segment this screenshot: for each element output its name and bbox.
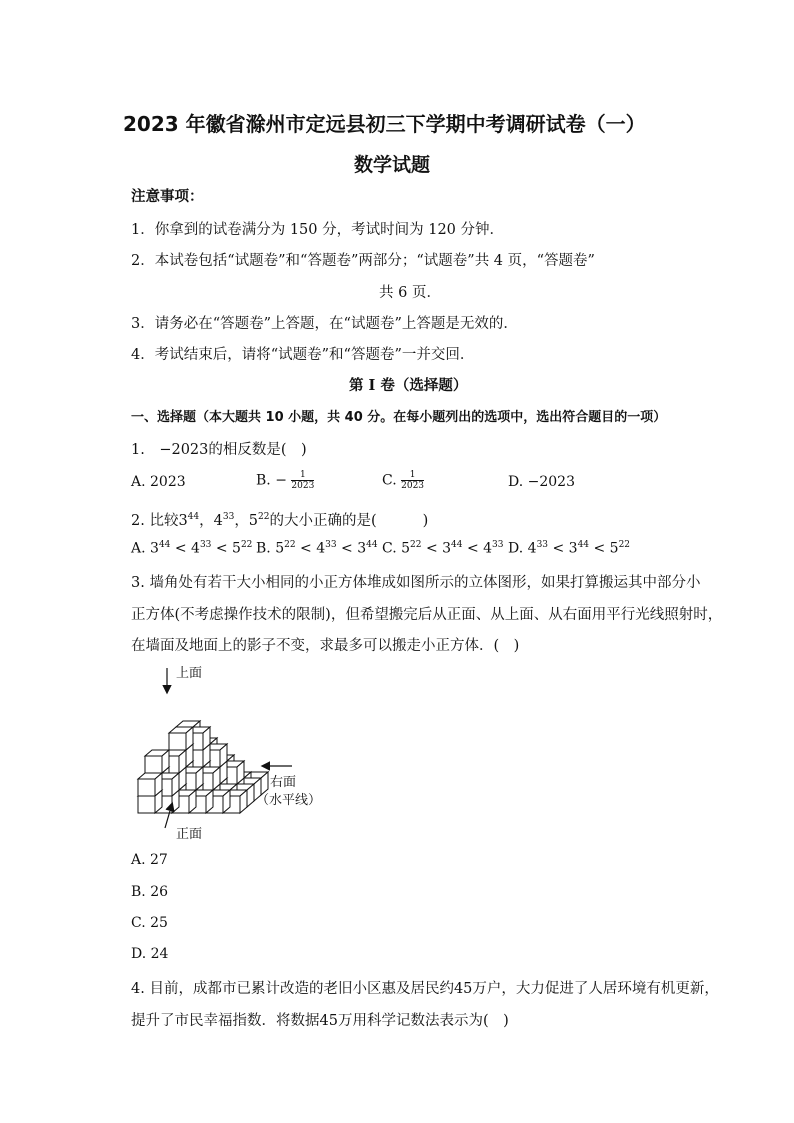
exponent: 44 (366, 540, 378, 550)
exponent: 33 (492, 540, 504, 550)
q1-option-c-fraction (401, 470, 424, 491)
base-term: < 3 (548, 540, 578, 557)
base-term: 5 (275, 540, 285, 557)
front-view-label: 正面 (176, 827, 203, 842)
q2-option-label: A. (131, 540, 151, 557)
base-term: < 5 (211, 540, 241, 557)
q1-option-b-sign: − (275, 472, 287, 489)
q2-option-label: C. (382, 540, 402, 557)
exponent: 22 (618, 540, 631, 550)
q1-stem: 1. −2023的相反数是( ) (131, 442, 307, 458)
notice-item-4: 4．考试结束后，请将“试题卷”和“答题卷”一并交回． (131, 347, 475, 363)
notice-heading: 注意事项： (131, 188, 204, 205)
notice-item-2: 2．本试卷包括“试题卷”和“答题卷”两部分；“试题卷”共 4 页，“答题卷” (131, 253, 595, 269)
base-term: < 3 (421, 540, 452, 557)
q3-option-b: B. 26 (131, 884, 169, 900)
q2-exp3: 22 (258, 512, 270, 523)
q2-stem-c: ) (422, 513, 429, 529)
section-instruction: 一、选择题（本大题共 10 小题，共 40 分。在每小题列出的选项中，选出符合题目的一项） (131, 410, 667, 425)
exponent: 33 (325, 540, 337, 550)
exponent: 22 (410, 540, 422, 550)
exam-subtitle: 数学试题 (354, 154, 431, 176)
q2-option-c (382, 540, 504, 557)
q1-option-d: D. −2023 (508, 474, 575, 490)
base-term: < 4 (295, 540, 326, 557)
section-title: 第 I 卷（选择题） (349, 377, 468, 394)
base-term: < 5 (589, 540, 619, 557)
cube-stack-drawing (120, 656, 350, 846)
exponent: 44 (158, 540, 171, 550)
q3-line-3: 在墙面及地面上的影子不变，求最多可以搬走小正方体．( ) (131, 638, 520, 654)
q4-line-1: 4. 目前，成都市已累计改造的老旧小区惠及居民约45万户，大力促进了人居环境有机更新， (131, 981, 719, 997)
exam-title: 2023 年徽省滁州市定远县初三下学期中考调研试卷（一） (123, 112, 646, 136)
q1-c-numerator: 1 (401, 470, 424, 481)
q1-option-b-label: B. (256, 472, 271, 489)
q3-cube-figure (120, 656, 350, 846)
q2-exp1: 44 (187, 512, 200, 523)
right-view-label: 右面 (270, 775, 297, 790)
unit-cube (169, 727, 193, 750)
exponent: 33 (199, 540, 212, 550)
top-view-label: 上面 (176, 666, 203, 681)
exponent: 44 (577, 540, 590, 550)
q2-stem-b: 的大小正确的是( (269, 513, 377, 529)
q3-option-d: D. 24 (131, 946, 169, 962)
notice-item-1: 1．你拿到的试卷满分为 150 分，考试时间为 120 分钟． (131, 222, 505, 238)
q1-option-a: A. 2023 (131, 474, 186, 490)
unit-cube (145, 750, 169, 773)
q2-stem (131, 509, 428, 530)
base-term: 5 (401, 540, 411, 557)
exponent: 22 (284, 540, 296, 550)
exponent: 33 (536, 540, 549, 550)
q3-line-2: 正方体(不考虑操作技术的限制)，但希望搬完后从正面、从上面、从右面用平行光线照射时， (131, 607, 723, 623)
q2-stem-a: 2. 比较3 (131, 513, 188, 529)
q2-option-a (131, 540, 252, 557)
base-term: 4 (527, 540, 537, 557)
q2-option-label: B. (256, 540, 276, 557)
q2-option-d (508, 540, 630, 557)
base-term: < 4 (170, 540, 200, 557)
exponent: 22 (240, 540, 253, 550)
q3-option-c: C. 25 (131, 915, 168, 931)
exponent: 44 (451, 540, 463, 550)
right-view-sublabel: （水平线） (256, 793, 322, 808)
q1-option-c-label: C. (382, 472, 397, 489)
unit-cube (138, 773, 162, 796)
q2-option-b (256, 540, 378, 557)
q4-line-2: 提升了市民幸福指数．将数据45万用科学记数法表示为( ) (131, 1013, 509, 1029)
q1-option-b-fraction (291, 470, 314, 491)
q1-c-denominator: 2023 (401, 481, 425, 491)
q3-option-a: A. 27 (131, 852, 168, 868)
q2-exp2: 33 (222, 512, 235, 523)
q2-sep2: ，5 (234, 513, 259, 529)
q3-line-1: 3. 墙角处有若干大小相同的小正方体堆成如图所示的立体图形，如果打算搬运其中部分小 (131, 575, 701, 591)
base-term: 3 (150, 540, 159, 557)
q2-sep1: ，4 (199, 513, 223, 529)
q1-b-denominator: 2023 (291, 481, 315, 491)
q1-option-b (256, 470, 314, 491)
q2-option-label: D. (508, 540, 528, 557)
q1-b-numerator: 1 (291, 470, 314, 481)
base-term: < 4 (462, 540, 493, 557)
q1-option-c (382, 470, 424, 491)
notice-item-2-cont: 共 6 页． (379, 285, 441, 301)
base-term: < 3 (336, 540, 367, 557)
notice-item-3: 3．请务必在“答题卷”上答题，在“试题卷”上答题是无效的． (131, 316, 518, 332)
